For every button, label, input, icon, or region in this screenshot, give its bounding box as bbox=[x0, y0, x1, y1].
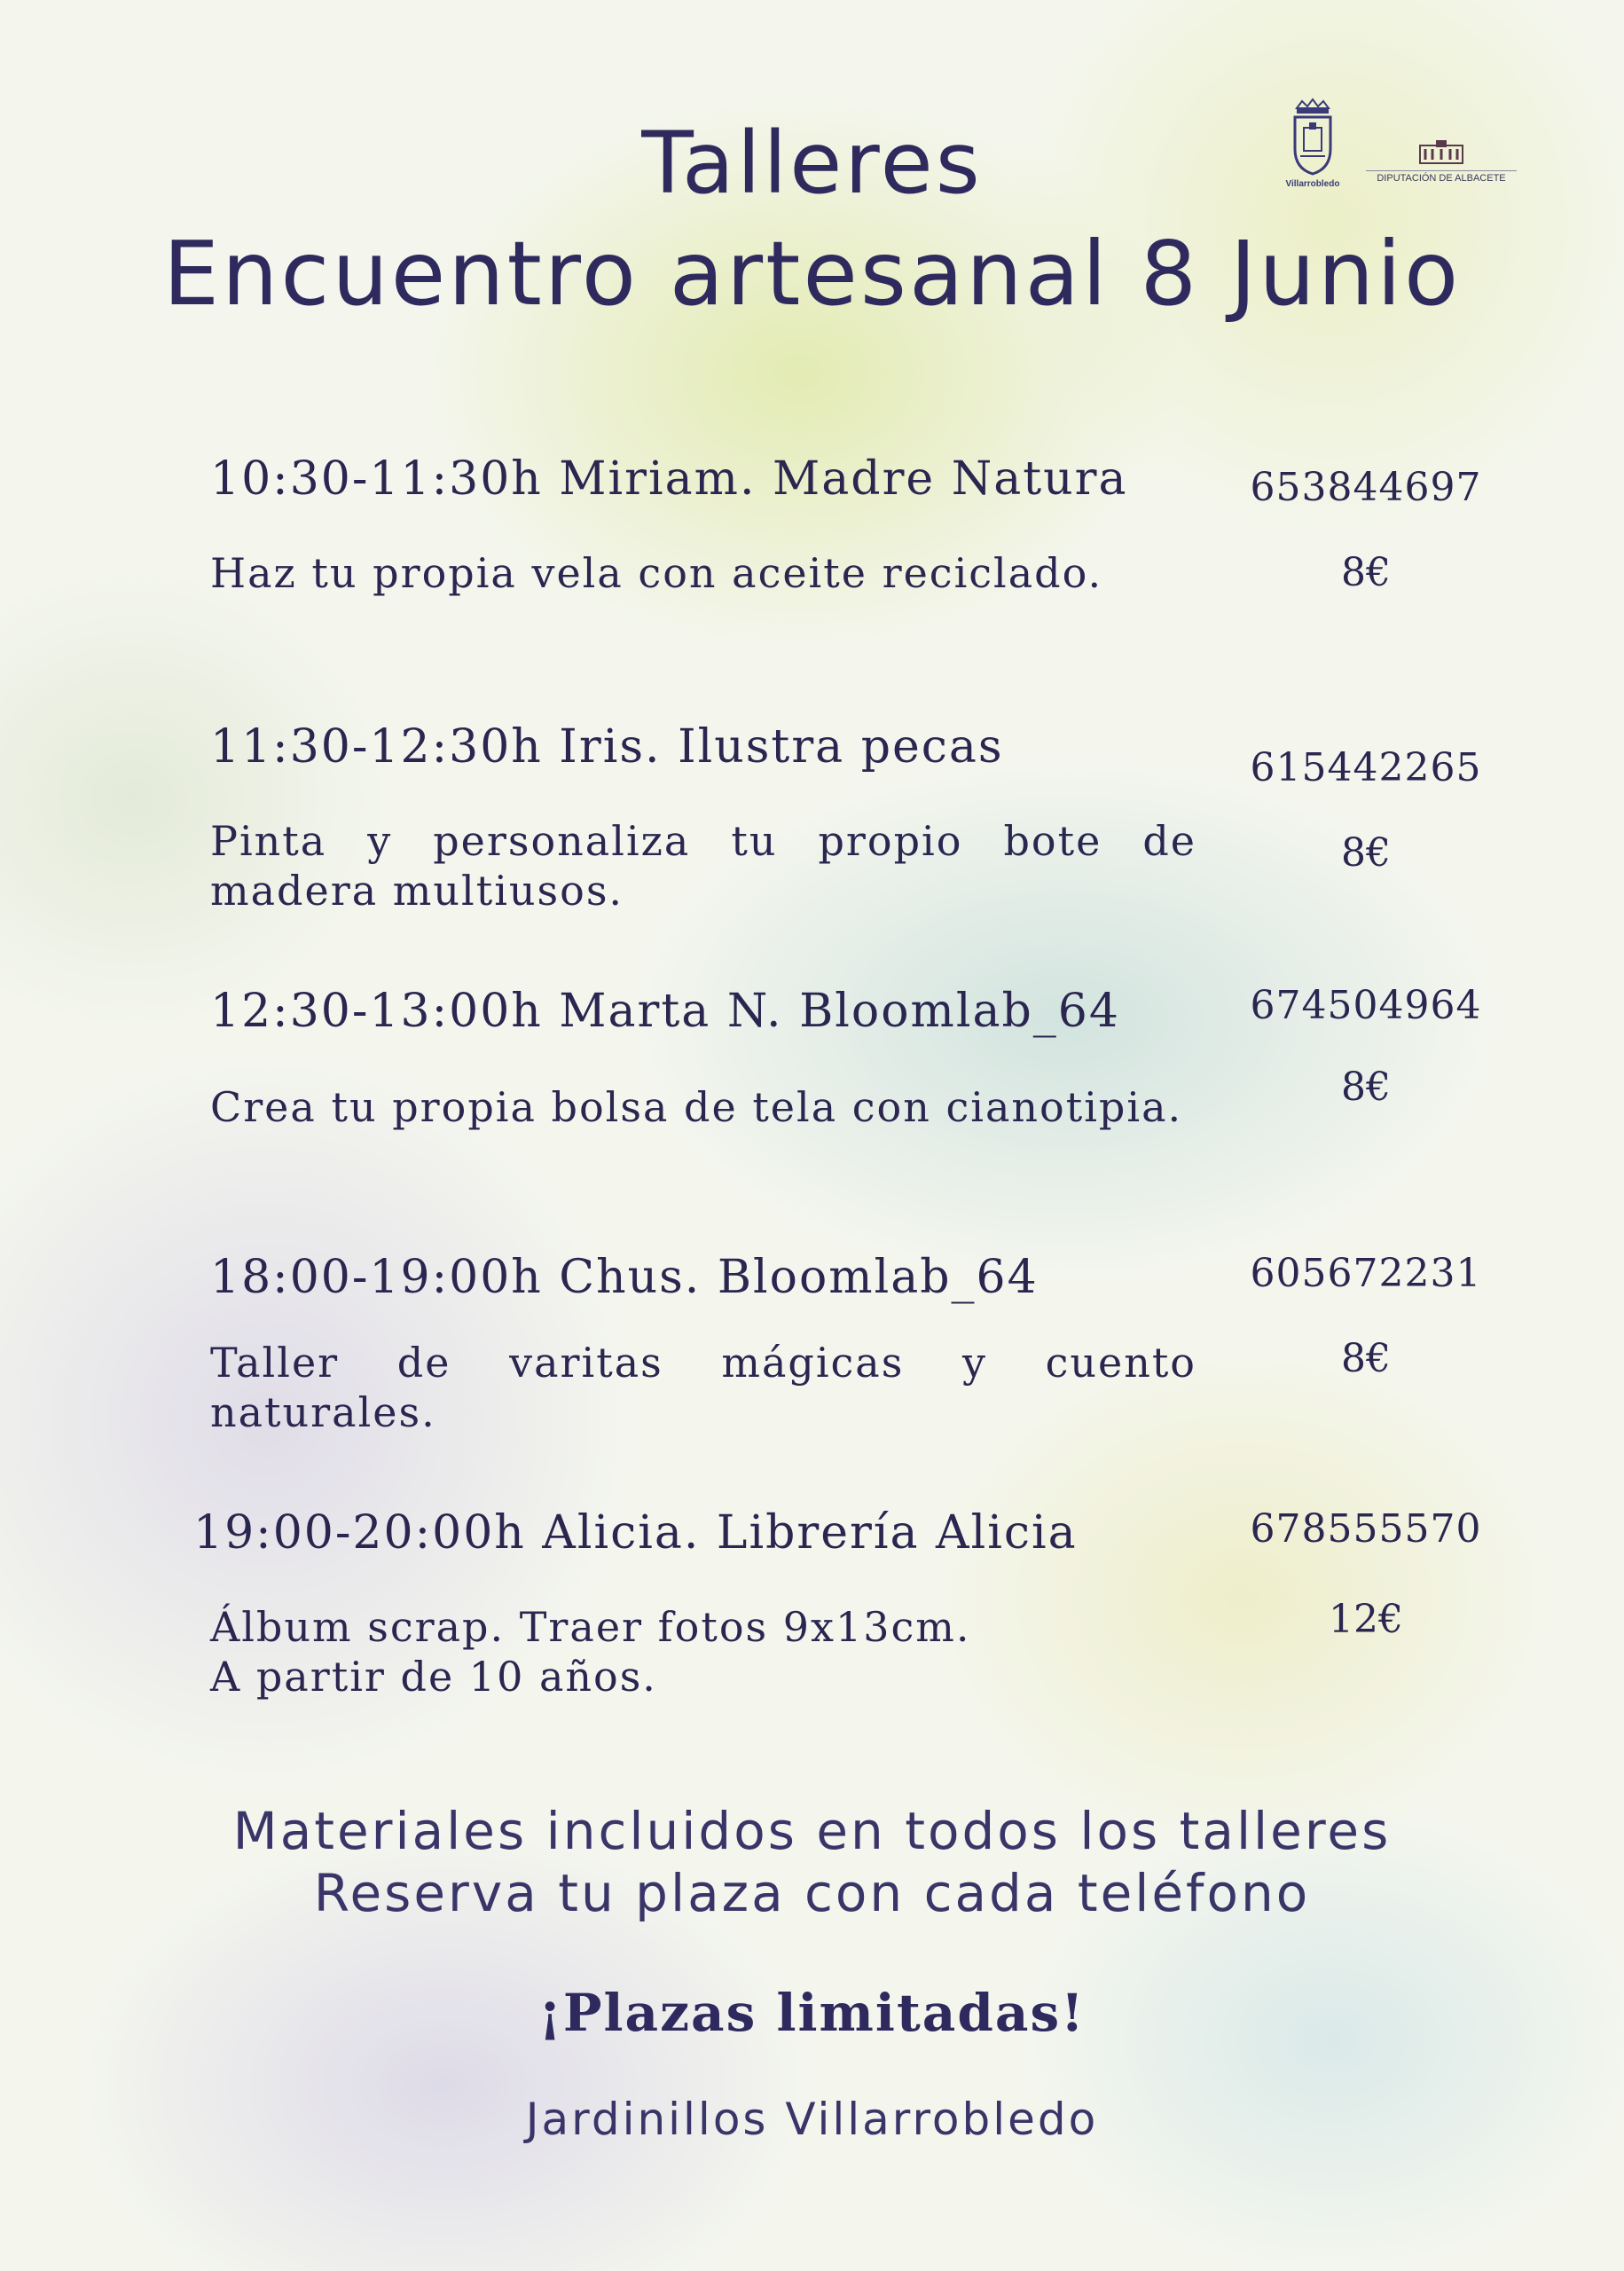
building-icon bbox=[1415, 138, 1468, 165]
session-price: 8€ bbox=[1341, 830, 1391, 876]
session-heading: 18:00-19:00h Chus. Bloomlab_64 bbox=[210, 1251, 1039, 1304]
session-description: Taller de varitas mágicas y cuento naturales. bbox=[210, 1339, 1196, 1436]
page-title: Talleres bbox=[641, 114, 983, 213]
session-description: Haz tu propia vela con aceite reciclado. bbox=[210, 549, 1103, 597]
session-phone: 653844697 bbox=[1250, 465, 1482, 510]
town-crest-icon bbox=[1288, 98, 1338, 177]
session-price: 8€ bbox=[1341, 1336, 1391, 1381]
limited-places-note: ¡Plazas limitadas! bbox=[538, 1983, 1086, 2043]
session-description-line: Álbum scrap. Traer fotos 9x13cm. bbox=[210, 1603, 971, 1651]
session-description bbox=[210, 1602, 1196, 1701]
session-phone: 605672231 bbox=[1250, 1251, 1482, 1296]
session-heading: 11:30-12:30h Iris. Ilustra pecas bbox=[210, 720, 1004, 774]
villarrobledo-logo bbox=[1268, 98, 1357, 195]
page-subtitle: Encuentro artesanal 8 Junio bbox=[162, 222, 1462, 326]
session-description: Pinta y personaliza tu propio bote de madera multiusos. bbox=[210, 817, 1196, 915]
session-phone: 615442265 bbox=[1250, 745, 1482, 790]
session-price: 12€ bbox=[1329, 1597, 1403, 1642]
diputacion-logo bbox=[1366, 138, 1517, 184]
session-description-line: A partir de 10 años. bbox=[210, 1653, 657, 1701]
villarrobledo-caption: Villarrobledo bbox=[1285, 179, 1340, 189]
location-text: Jardinillos Villarrobledo bbox=[525, 2094, 1099, 2145]
logos-area bbox=[1268, 98, 1517, 195]
session-phone: 678555570 bbox=[1250, 1506, 1482, 1552]
session-price: 8€ bbox=[1341, 550, 1391, 595]
session-description: Crea tu propia bolsa de tela con cianotipia. bbox=[210, 1083, 1183, 1131]
session-price: 8€ bbox=[1341, 1065, 1391, 1110]
reserve-note: Reserva tu plaza con cada teléfono bbox=[313, 1863, 1311, 1923]
diputacion-caption: DIPUTACIÓN DE ALBACETE bbox=[1366, 170, 1517, 184]
session-heading: 12:30-13:00h Marta N. Bloomlab_64 bbox=[210, 985, 1120, 1038]
session-phone: 674504964 bbox=[1250, 983, 1482, 1028]
materials-note: Materiales incluidos en todos los talleres bbox=[232, 1801, 1392, 1861]
session-heading: 19:00-20:00h Alicia. Librería Alicia bbox=[193, 1506, 1078, 1560]
session-heading: 10:30-11:30h Miriam. Madre Natura bbox=[210, 452, 1128, 506]
